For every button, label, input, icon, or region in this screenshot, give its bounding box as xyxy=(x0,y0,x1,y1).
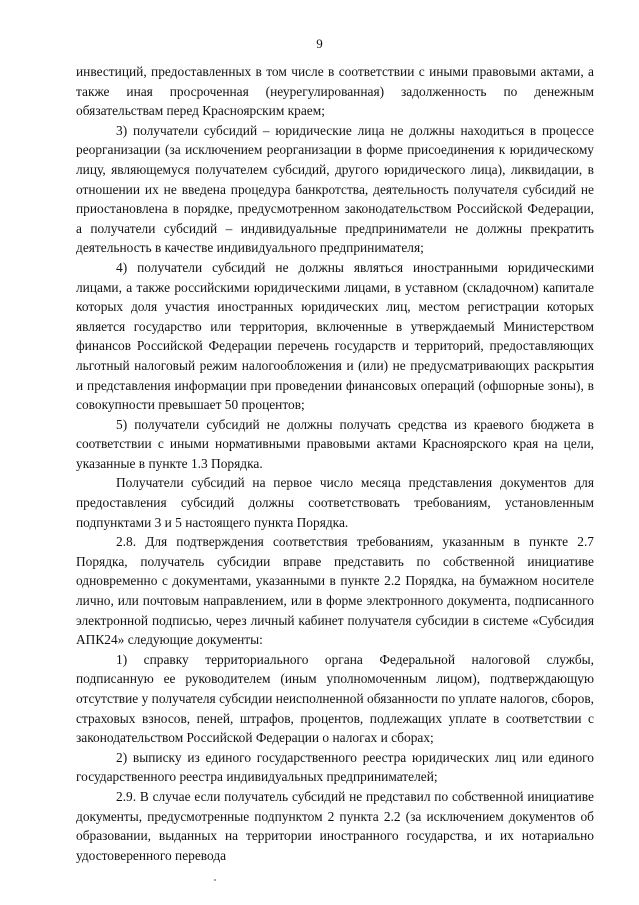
paragraph-item-5-budget-funds: 5) получатели субсидий не должны получать средства из краевого бюджета в соответствии с иными нормативными правовыми актами Красноярского края на цели, указанные в пункте 1.3 Порядка. xyxy=(76,416,594,471)
page-number: 9 xyxy=(316,36,323,51)
paragraph-registry-extract: 2) выписку из единого государственного реестра юридических лиц или единого государственного реестра индивидуальных предпринимателей; xyxy=(76,749,594,785)
document-body xyxy=(76,62,594,865)
paragraph-item-4-foreign-entities: 4) получатели субсидий не должны являться иностранными юридическими лицами, а также российскими юридическими лицами, в уставном (складочном) капитале которых доля участия иностранных юридических лиц, местом регистрации которых является государство или территория, включенные в утверждаемый Министерством финансов Российской Федерации перечень государств и территорий, предоставляющих льготный налоговый режим налогообложения и (или) не предусматривающих раскрытия и представления информации при проведении финансовых операций (офшорные зоны), в совокупности превышает 50 процентов; xyxy=(76,259,594,413)
paragraph-investments-debt: инвестиций, предоставленных в том числе в соответствии с иными правовыми актами, а также иная просроченная (неурегулированная) задолженность по денежным обязательствам перед Красноярским краем; xyxy=(76,64,594,119)
paragraph-recipients-requirements: Получатели субсидий на первое число месяца представления документов для предоставления субсидий должны соответствовать требованиям, установленным подпунктами 3 и 5 настоящего пункта Порядка. xyxy=(76,475,594,530)
paragraph-item-3-reorganization: 3) получатели субсидий – юридические лица не должны находиться в процессе реорганизации (за исключением реорганизации в форме присоединения к юридическому лицу, являющемуся получателем субсидий, другого юридического лица), ликвидации, в отношении их не введена процедура банкротства, деятельность получателя субсидий не приостановлена в порядке, предусмотренном законодательством Российской Федерации, а получатели субсидий – индивидуальные предприниматели не должны прекратить деятельность в качестве индивидуального предпринимателя; xyxy=(76,122,594,256)
paragraph-2-8-confirmation: 2.8. Для подтверждения соответствия требованиям, указанным в пункте 2.7 Порядка, получатель субсидии вправе представить по собственной инициативе одновременно с документами, указанными в пункте 2.2 Порядка, на бумажном носителе лично, или почтовым направлением, или в форме электронного документа, подписанного электронной подписью, через личный кабинет получателя субсидии в системе «Субсидия АПК24» следующие документы: xyxy=(76,534,594,648)
scan-speck xyxy=(214,879,216,881)
paragraph-2-9-missing-documents: 2.9. В случае если получатель субсидий не представил по собственной инициативе документы, предусмотренные подпунктом 2 пункта 2.2 (за исключением документов об образовании, выданных на территории иностранного государства, и их нотариально удостоверенного перевода xyxy=(76,788,594,863)
paragraph-tax-certificate: 1) справку территориального органа Федеральной налоговой службы, подписанную ее руководителем (иным уполномоченным лицом), подтверждающую отсутствие у получателя субсидии неисполненной обязанности по уплате налогов, сборов, страховых взносов, пеней, штрафов, процентов, подлежащих уплате в соответствии с законодательством Российской Федерации о налогах и сборах; xyxy=(76,651,594,746)
